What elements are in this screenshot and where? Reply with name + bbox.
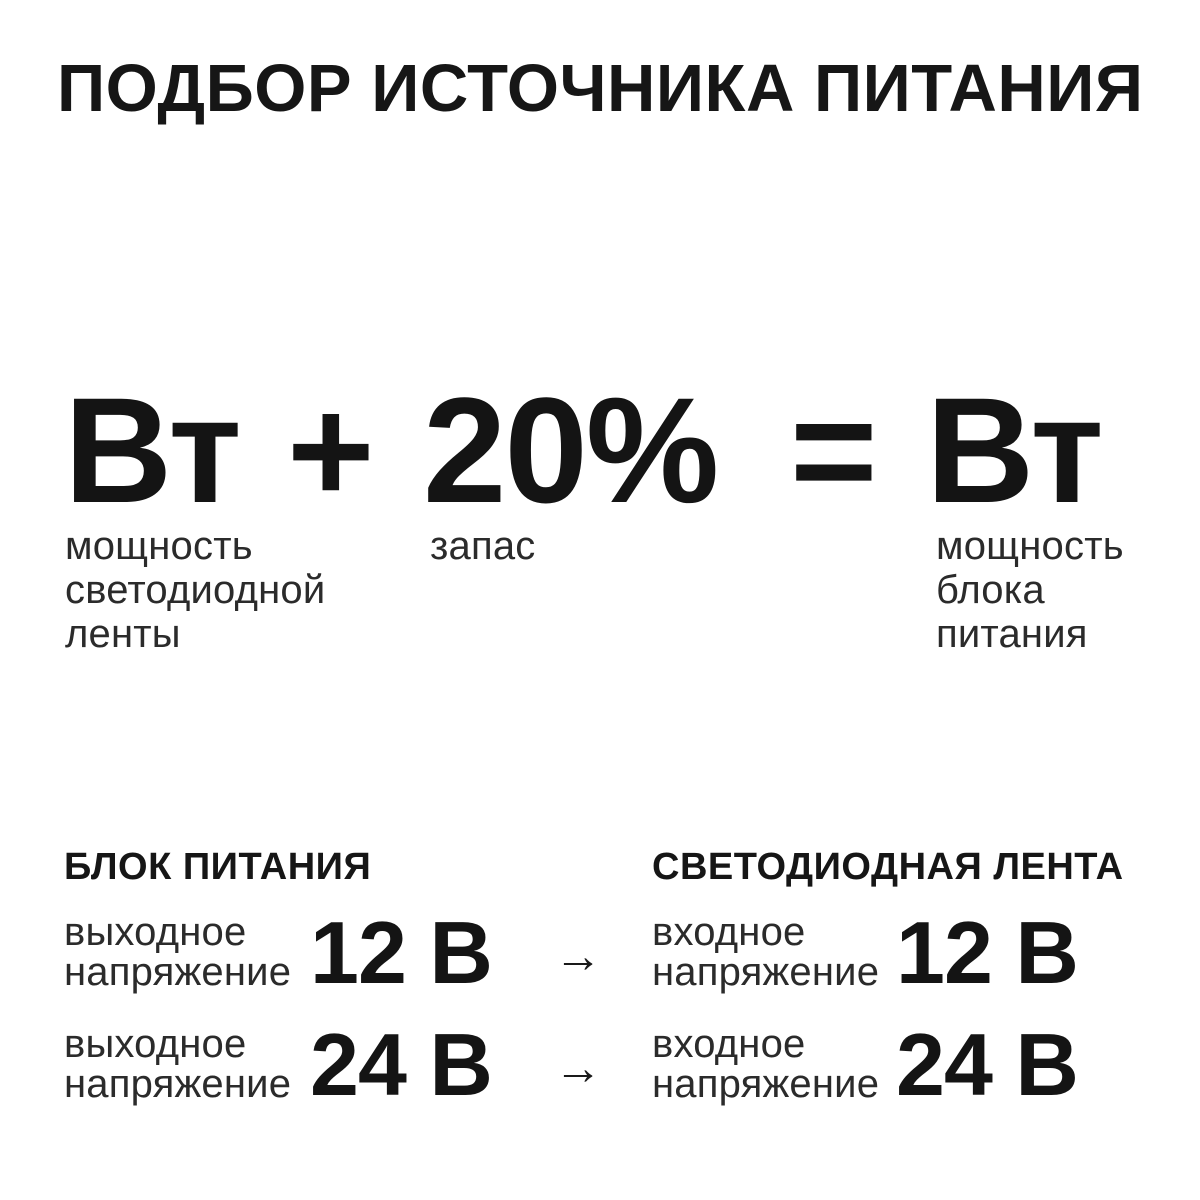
- formula-psu-watts-value: Вт: [926, 366, 1102, 534]
- right-arrow-icon: →: [554, 1042, 602, 1095]
- plus-operator: +: [287, 366, 373, 534]
- psu-power-label-line: мощность: [936, 524, 1124, 568]
- psu-power-label-line: блока: [936, 568, 1045, 612]
- input-voltage-label: [652, 912, 879, 992]
- led-strip-power-label: [65, 524, 325, 656]
- output-voltage-label-line: напряжение: [64, 950, 292, 994]
- output-voltage-label: [64, 912, 291, 992]
- led-strip-section-header: СВЕТОДИОДНАЯ ЛЕНТА: [652, 846, 1124, 888]
- output-voltage-value-12v: 12 В: [310, 903, 492, 1002]
- psu-power-label-line: питания: [936, 612, 1088, 656]
- psu-section-header: БЛОК ПИТАНИЯ: [64, 846, 372, 888]
- output-voltage-label-line: выходное: [64, 910, 247, 954]
- input-voltage-label-line: входное: [652, 1022, 806, 1066]
- formula-led-watts-value: Вт: [64, 366, 240, 534]
- equals-operator: =: [790, 366, 876, 534]
- input-voltage-label-line: входное: [652, 910, 806, 954]
- led-strip-power-label-line: ленты: [65, 612, 181, 656]
- output-voltage-label: [64, 1024, 291, 1104]
- formula-reserve-percent-value: 20%: [423, 366, 718, 534]
- psu-power-label: [936, 524, 1124, 656]
- input-voltage-value-24v: 24 В: [896, 1015, 1078, 1114]
- input-voltage-label-line: напряжение: [652, 1062, 880, 1106]
- reserve-label: запас: [430, 524, 536, 568]
- page-title: ПОДБОР ИСТОЧНИКА ПИТАНИЯ: [57, 51, 1144, 126]
- input-voltage-label-line: напряжение: [652, 950, 880, 994]
- led-strip-power-label-line: мощность: [65, 524, 253, 568]
- output-voltage-label-line: напряжение: [64, 1062, 292, 1106]
- output-voltage-value-24v: 24 В: [310, 1015, 492, 1114]
- led-strip-power-label-line: светодиодной: [65, 568, 326, 612]
- output-voltage-label-line: выходное: [64, 1022, 247, 1066]
- input-voltage-value-12v: 12 В: [896, 903, 1078, 1002]
- input-voltage-label: [652, 1024, 879, 1104]
- right-arrow-icon: →: [554, 930, 602, 983]
